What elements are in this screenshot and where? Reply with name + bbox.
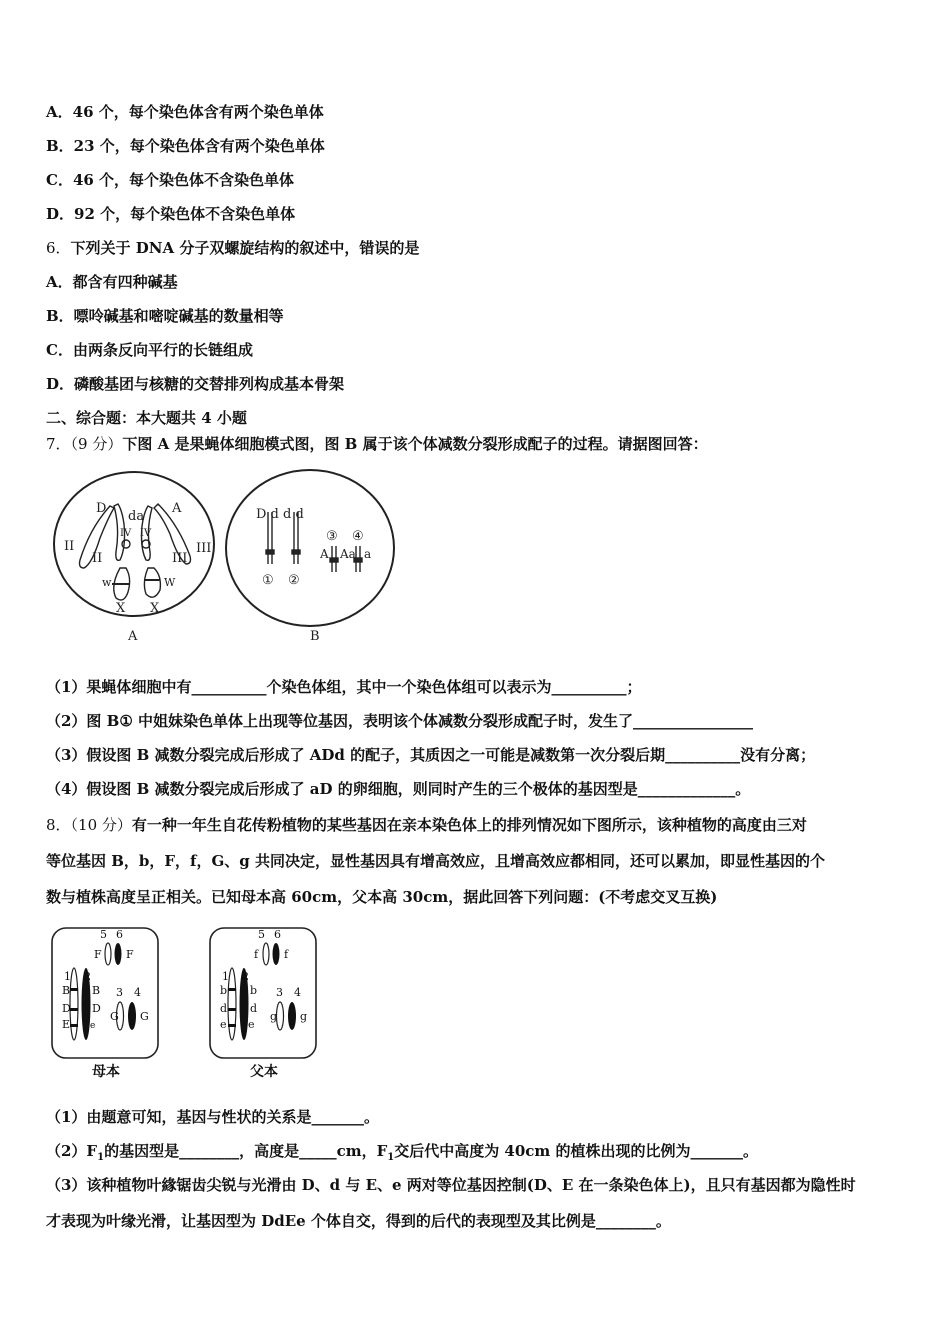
q7-number: 7．（9 分） <box>46 435 123 453</box>
q8-stem-line3: 数与植株高度呈正相关。已知母本高 60cm，父本高 30cm，据此回答下列问题：(不考虑交叉互换) <box>46 888 718 906</box>
fig-father-label-3: 3 <box>276 986 283 999</box>
section2-title: 二、综合题：本大题共 4 小题 <box>46 409 247 427</box>
fig-mother-label-1: 1 <box>64 970 71 983</box>
q6-option-a: A．都含有四种碱基 <box>46 273 178 291</box>
q8-stem-text-1: 有一种一年生自花传粉植物的某些基因在亲本染色体上的排列情况如下图所示，该种植物的高度由三对 <box>131 816 807 834</box>
fig-mother-label-f-right: F <box>126 948 134 961</box>
fig-father-label-f-right: f <box>284 948 289 961</box>
fig-father-label-e-left: e <box>220 1018 227 1031</box>
fig-father-label-6: 6 <box>274 928 281 941</box>
q8-part-2-a: （2）F <box>46 1142 98 1160</box>
fig-father-label-d-right: d <box>250 1002 258 1015</box>
fig-a-label-iii-right: III <box>196 541 212 556</box>
fig-b-labels <box>256 507 371 644</box>
fig-father <box>210 928 316 1080</box>
fig-mother-label-3: 3 <box>116 986 123 999</box>
q5-option-d: D．92 个，每个染色体不含染色单体 <box>46 205 296 223</box>
q6-stem <box>46 237 419 259</box>
fig-mother-label-g-left: G <box>110 1010 119 1023</box>
q6-option-c: C．由两条反向平行的长链组成 <box>46 341 253 359</box>
fig-a-label-da: da <box>128 509 145 524</box>
fig-b-label-a-right: a <box>364 547 372 561</box>
q8-part-2 <box>46 1140 758 1169</box>
fig-father-label-g-left: g <box>270 1010 278 1023</box>
q7-stem-text: 下图 A 是果蝇体细胞模式图，图 B 属于该个体减数分裂形成配子的过程。请据图回答： <box>122 435 708 453</box>
fig-b-caption: B <box>310 629 320 644</box>
q7-stem <box>46 433 708 455</box>
fig-a <box>54 472 214 616</box>
q5-option-c: C．46 个，每个染色体不含染色单体 <box>46 171 295 189</box>
q8-stem-line1 <box>46 814 807 836</box>
fig-a-label-iv-left: IV <box>120 528 132 539</box>
fig-mother-label-4: 4 <box>134 986 141 999</box>
fig-a-label-ii-bottom: II <box>92 551 103 566</box>
fig-mother-label-e-left: E <box>62 1018 71 1031</box>
fig-a-label-d: D <box>96 501 107 516</box>
q8-part-1: （1）由题意可知，基因与性状的关系是_______。 <box>46 1108 379 1126</box>
fig-mother-label-d-right: D <box>92 1002 101 1015</box>
q7-figure-ab <box>50 468 410 650</box>
fig-b-label-n1: ① <box>262 573 274 588</box>
fig-a-label-ii-left: II <box>64 539 75 554</box>
fig-father-label-b-right: b <box>250 984 258 997</box>
q8-part-3-line2: 才表现为叶缘光滑，让基因型为 DdEe 个体自交，得到的后代的表现型及其比例是________。 <box>46 1212 671 1230</box>
fig-mother-label-6: 6 <box>116 928 123 941</box>
fig-father-label-e-right: e <box>248 1018 255 1031</box>
fig-mother-label-5: 5 <box>100 928 107 941</box>
fig-a-label-a: A <box>172 501 182 516</box>
fig-father-label-b-left: b <box>220 984 228 997</box>
fig-a-chrom-x-right <box>144 568 160 597</box>
q6-option-b: B．嘌呤碱基和嘧啶碱基的数量相等 <box>46 307 284 325</box>
fig-a-labels <box>64 501 211 644</box>
fig-mother-label-g-right: G <box>140 1010 149 1023</box>
q5-option-a: A．46 个，每个染色体含有两个染色单体 <box>46 103 324 121</box>
fig-a-label-iii-bottom: III <box>172 551 188 566</box>
fig-mother-label-f-left: F <box>94 948 102 961</box>
fig-a-label-w-lower: w <box>102 576 112 589</box>
q8-part-3-line1: （3）该种植物叶緣锯齿尖锐与光滑由 D、d 与 E、e 两对等位基因控制(D、E 在一条染色体上)，且只有基因都为隐性时 <box>46 1176 856 1194</box>
fig-a-label-x1: X <box>116 601 126 616</box>
fig-b-label-a-left: A <box>320 547 329 561</box>
fig-a-label-iv-right: IV <box>140 528 152 539</box>
q6-stem-text: 下列关于 DNA 分子双螺旋结构的叙述中，错误的是 <box>70 239 420 257</box>
fig-father-label-2: 2 <box>242 970 249 983</box>
fig-b-label-n3: ③ <box>326 529 338 544</box>
fig-father-label-1: 1 <box>222 970 229 983</box>
fig-b-label-top: D d d d <box>256 507 304 522</box>
q6-number: 6． <box>46 239 71 257</box>
fig-father-label-g-right: g <box>300 1010 308 1023</box>
q7-part-2: （2）图 B① 中姐妹染色单体上出现等位基因，表明该个体减数分裂形成配子时，发生了________________ <box>46 712 754 730</box>
fig-father-label-d-left: d <box>220 1002 228 1015</box>
q7-part-3: （3）假设图 B 减数分裂完成后形成了 ADd 的配子，其质因之一可能是减数第一次分裂后期__________没有分离； <box>46 746 816 764</box>
fig-a-label-w-upper: W <box>164 576 176 589</box>
fig-a-cell <box>54 472 214 616</box>
fig-father-label-4: 4 <box>294 986 301 999</box>
fig-father-caption: 父本 <box>250 1064 278 1080</box>
q8-number: 8．（10 分） <box>46 816 132 834</box>
fig-mother-label-d-left: D <box>62 1002 71 1015</box>
fig-mother-caption: 母本 <box>92 1064 120 1080</box>
q8-part-2-b: 的基因型是________，高度是_____cm，F <box>104 1142 388 1160</box>
fig-father-label-f-left: f <box>254 948 259 961</box>
q8-figure-parents <box>48 924 328 1084</box>
fig-b-label-aa: Aa <box>340 547 356 561</box>
fig-mother-label-2: 2 <box>84 970 91 983</box>
fig-mother-label-b-left: B <box>62 984 71 997</box>
fig-mother-label-e-right: e <box>90 1021 96 1031</box>
q5-option-b: B．23 个，每个染色体含有两个染色单体 <box>46 137 325 155</box>
q6-option-d: D．磷酸基团与核糖的交替排列构成基本骨架 <box>46 375 345 393</box>
fig-mother <box>52 928 158 1080</box>
q8-part-2-sub2: 1 <box>387 1152 395 1163</box>
fig-mother-label-b-right: B <box>92 984 101 997</box>
q7-part-4: （4）假设图 B 减数分裂完成后形成了 aD 的卵细胞，则同时产生的三个极体的基因型是_____________。 <box>46 780 751 798</box>
fig-a-label-x2: X <box>150 601 160 616</box>
fig-father-label-5: 5 <box>258 928 265 941</box>
fig-a-caption: A <box>128 629 138 644</box>
q8-part-2-c: 交后代中高度为 40cm 的植株出现的比例为_______。 <box>394 1142 759 1160</box>
q8-part-2-sub1: 1 <box>97 1152 105 1163</box>
fig-b-label-n2: ② <box>288 573 300 588</box>
q7-part-1: （1）果蝇体细胞中有__________个染色体组，其中一个染色体组可以表示为__________； <box>46 678 642 696</box>
fig-b-label-n4: ④ <box>352 529 364 544</box>
q8-stem-line2: 等位基因 B，b，F，f，G、g 共同决定，显性基因具有增高效应，且增高效应都相同，还可以累加，即显性基因的个 <box>46 852 826 870</box>
fig-a-chrom-iv-left <box>122 540 130 548</box>
